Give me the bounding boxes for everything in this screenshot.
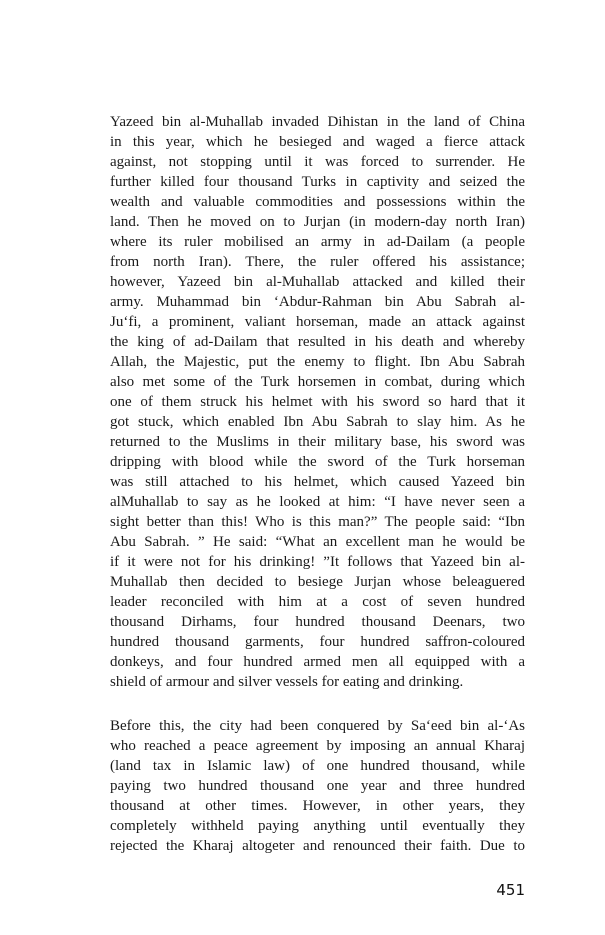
text-line: leader reconciled with him at a cost of seven hundred [110, 594, 525, 610]
text-line: Ju‘fi, a prominent, valiant horseman, made an attack against [110, 314, 525, 330]
text-line: if it were not for his drinking! ”It follows that Yazeed bin al- [110, 554, 525, 570]
text-line: from north Iran). There, the ruler offered his assistance; [110, 254, 525, 270]
text-line: one of them struck his helmet with his sword so hard that it [110, 394, 525, 410]
text-line: donkeys, and four hundred armed men all equipped with a [110, 654, 525, 670]
text-line: Muhallab then decided to besiege Jurjan whose beleaguered [110, 574, 525, 590]
page-number: 451 [496, 881, 525, 899]
paragraph-container [110, 112, 525, 856]
text-line: shield of armour and silver vessels for eating and drinking. [110, 674, 464, 690]
text-line: hundred thousand garments, four hundred saffron-coloured [110, 634, 525, 650]
text-line: Allah, the Majestic, put the enemy to flight. Ibn Abu Sabrah [110, 354, 525, 370]
text-line: Abu Sabrah. ” He said: “What an excellent man he would be [110, 534, 525, 550]
text-line: in this year, which he besieged and waged a fierce attack [110, 134, 525, 150]
text-line: against, not stopping until it was forced to surrender. He [110, 154, 525, 170]
text-line: also met some of the Turk horsemen in combat, during which [110, 374, 525, 390]
text-line: where its ruler mobilised an army in ad-Dailam (a people [110, 234, 525, 250]
text-line: wealth and valuable commodities and possessions within the [110, 194, 525, 210]
text-line: completely withheld paying anything until eventually they [110, 818, 525, 834]
text-line: (land tax in Islamic law) of one hundred thousand, while [110, 758, 525, 774]
text-line: returned to the Muslims in their military base, his sword was [110, 434, 525, 450]
text-line: got stuck, which enabled Ibn Abu Sabrah to slay him. As he [110, 414, 525, 430]
text-line: paying two hundred thousand one year and three hundred [110, 778, 525, 794]
text-line: dripping with blood while the sword of the Turk horseman [110, 454, 525, 470]
text-line: however, Yazeed bin al-Muhallab attacked and killed their [110, 274, 525, 290]
text-line: was still attached to his helmet, which caused Yazeed bin [110, 474, 525, 490]
text-line: alMuhallab to say as he looked at him: “I have never seen a [110, 494, 525, 510]
text-line: sight better than this! Who is this man?” The people said: “Ibn [110, 514, 525, 530]
text-line: Yazeed bin al-Muhallab invaded Dihistan in the land of China [110, 114, 525, 130]
text-line: thousand Dirhams, four hundred thousand Deenars, two [110, 614, 525, 630]
text-line: rejected the Kharaj altogeter and renounced their faith. Due to [110, 838, 525, 854]
body-text [110, 112, 525, 900]
text-line: army. Muhammad bin ‘Abdur-Rahman bin Abu Sabrah al- [110, 294, 525, 310]
text-line: the king of ad-Dailam that resulted in his death and whereby [110, 334, 525, 350]
paragraph [110, 112, 525, 692]
paragraph [110, 716, 525, 856]
text-line: thousand at other times. However, in other years, they [110, 798, 525, 814]
text-line: who reached a peace agreement by imposing an annual Kharaj [110, 738, 525, 754]
text-line: Before this, the city had been conquered by Sa‘eed bin al-‘As [110, 718, 525, 734]
text-line: further killed four thousand Turks in captivity and seized the [110, 174, 525, 190]
text-line: land. Then he moved on to Jurjan (in modern-day north Iran) [110, 214, 525, 230]
